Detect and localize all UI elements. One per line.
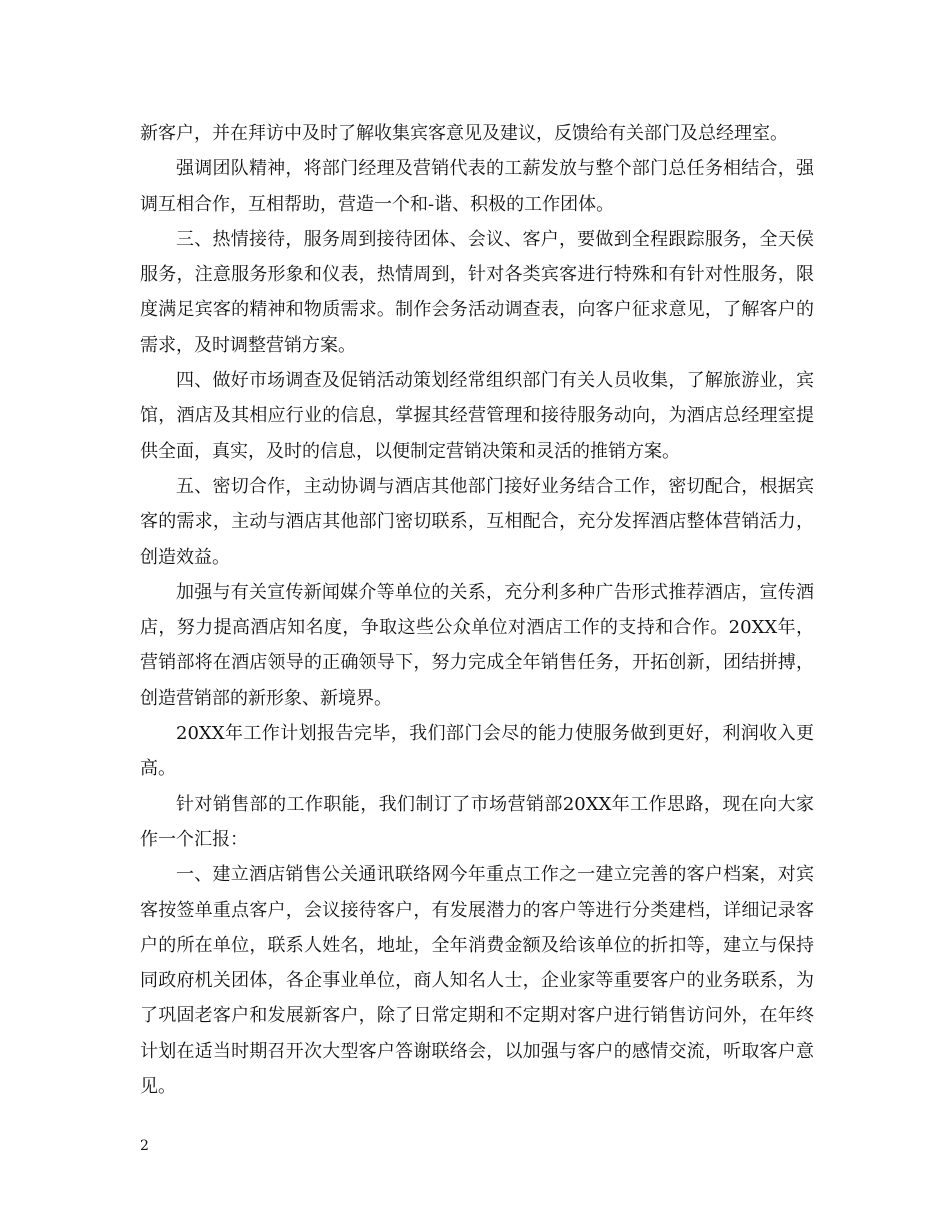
paragraph-section-4: 四、做好市场调查及促销活动策划经常组织部门有关人员收集，了解旅游业，宾馆，酒店及其相应行业的信息，掌握其经营管理和接待服务动向，为酒店总经理室提供全面，真实，及时的信息，以便制定营销决策和灵活的推销方案。 [140,370,814,462]
paragraph-continuation: 新客户，并在拜访中及时了解收集宾客意见及建议，反馈给有关部门及总经理室。 [140,123,788,144]
paragraph-media-relations: 加强与有关宣传新闻媒介等单位的关系，充分利多种广告形式推荐酒店，宣传酒店，努力提高酒店知名度，争取这些公众单位对酒店工作的支持和合作。20XX年，营销部将在酒店领导的正确领导下，努力完成全年销售任务，开拓创新，团结拼搏，创造营销部的新形象、新境界。 [140,581,814,709]
document-body [140,116,814,1104]
page-number: 2 [140,1138,149,1154]
paragraph-section-1: 一、建立酒店销售公关通讯联络网今年重点工作之一建立完善的客户档案，对宾客按签单重点客户，会议接待客户，有发展潜力的客户等进行分类建档，详细记录客户的所在单位，联系人姓名，地址，全年消费金额及给该单位的折扣等，建立与保持同政府机关团体，各企事业单位，商人知名人士，企业家等重要客户的业务联系，为了巩固老客户和发展新客户，除了日常定期和不定期对客户进行销售访问外，在年终计划在适当时期召开次大型客户答谢联络会，以加强与客户的感情交流，听取客户意见。 [140,864,814,1098]
paragraph-team-spirit: 强调团队精神，将部门经理及营销代表的工薪发放与整个部门总任务相结合，强调互相合作，互相帮助，营造一个和-谐、积极的工作团体。 [140,158,814,215]
paragraph-section-3: 三、热情接待，服务周到接待团体、会议、客户，要做到全程跟踪服务，全天侯服务，注意服务形象和仪表，热情周到，针对各类宾客进行特殊和有针对性服务，限度满足宾客的精神和物质需求。制作会务活动调查表，向客户征求意见，了解客户的需求，及时调整营销方案。 [140,228,814,356]
paragraph-work-plan-intro: 针对销售部的工作职能，我们制订了市场营销部20XX年工作思路，现在向大家作一个汇报： [140,793,814,850]
paragraph-section-5: 五、密切合作，主动协调与酒店其他部门接好业务结合工作，密切配合，根据宾客的需求，主动与酒店其他部门密切联系，互相配合，充分发挥酒店整体营销活力，创造效益。 [140,475,814,568]
paragraph-report-end: 20XX年工作计划报告完毕，我们部门会尽的能力使服务做到更好，利润收入更高。 [140,723,814,780]
